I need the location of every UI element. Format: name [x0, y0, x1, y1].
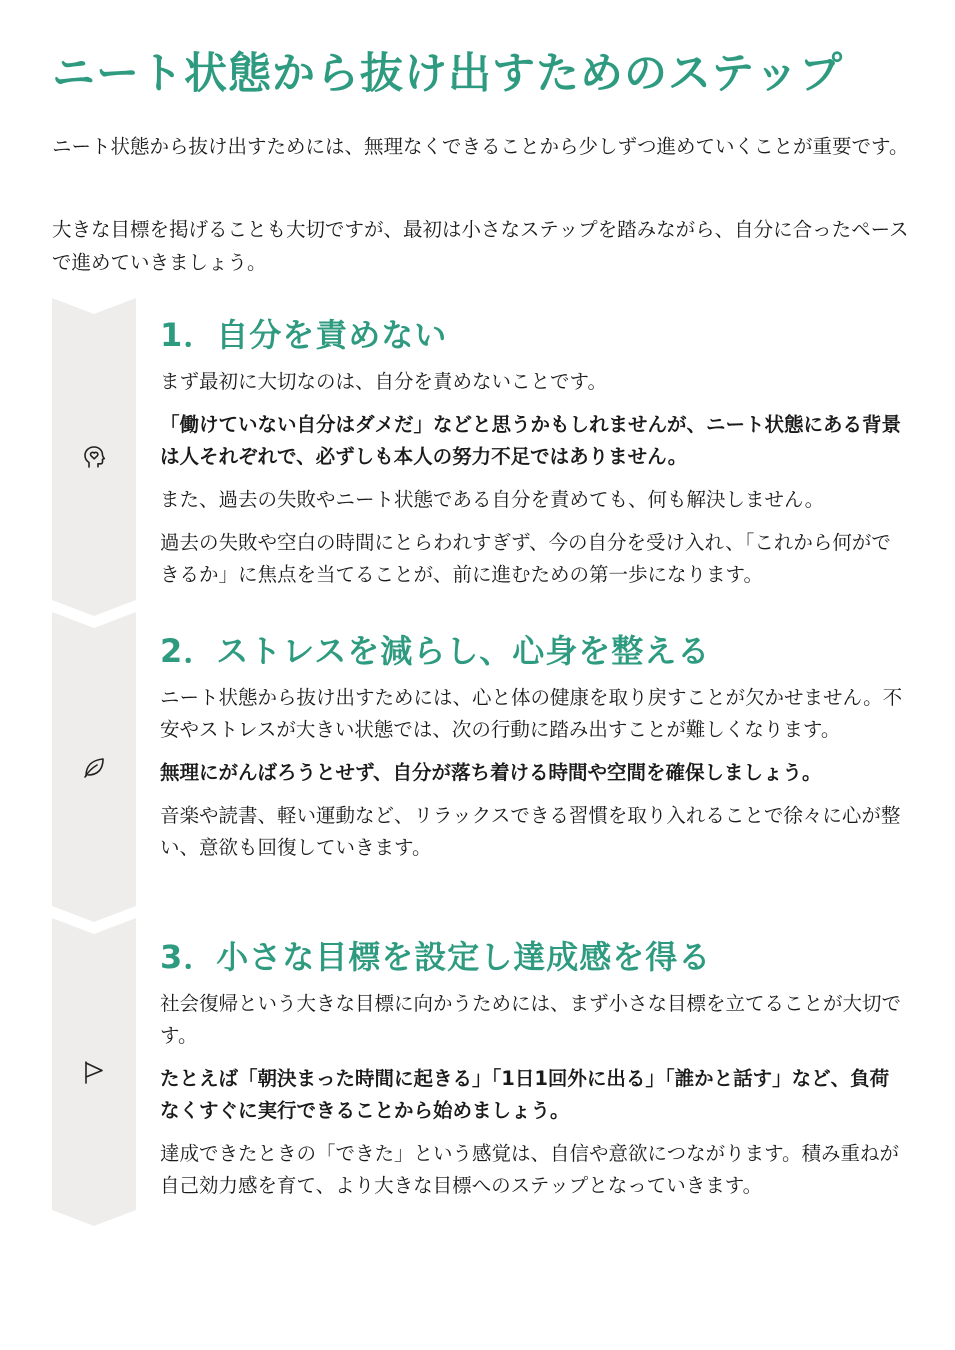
intro-paragraph: 大きな目標を掲げることも大切ですが、最初は小さなステップを踏みながら、自分に合ったペースで進めていきましょう。: [52, 218, 909, 274]
leaf-icon: [80, 753, 108, 781]
step-paragraph: 社会復帰という大きな目標に向かうためには、まず小さな目標を立てることが大切です。: [160, 992, 902, 1047]
step-paragraph: 達成できたときの「できた」という感覚は、自信や意欲につながります。積み重ねが自己効力感を育て、より大きな目標へのステップとなっていきます。: [160, 1142, 900, 1197]
step-paragraph: 音楽や読書、軽い運動など、リラックスできる習慣を取り入れることで徐々に心が整い、意欲も回復していきます。: [160, 804, 901, 859]
step-2-content: [160, 626, 905, 875]
step-1-content: [160, 310, 905, 602]
head-heart-icon: [80, 443, 108, 471]
step-title: 3．小さな目標を設定し達成感を得る: [160, 938, 712, 976]
step-paragraph: また、過去の失敗やニート状態である自分を責めても、何も解決しません。: [160, 488, 825, 511]
step-paragraph: 過去の失敗や空白の時間にとらわれすぎず、今の自分を受け入れ、「これから何ができるか」に焦点を当てることが、前に進むための第一歩になります。: [160, 531, 891, 586]
step-emphasis: 無理にがんばろうとせず、自分が落ち着ける時間や空間を確保しましょう。: [160, 761, 822, 784]
step-emphasis: 「働けていない自分はダメだ」などと思うかもしれませんが、ニート状態にある背景は人それぞれで、必ずしも本人の努力不足ではありません。: [160, 413, 902, 468]
step-emphasis: たとえば「朝決まった時間に起きる」「1日1回外に出る」「誰かと話す」など、負荷なくすぐに実行できることから始めましょう。: [160, 1067, 890, 1122]
step-paragraph: ニート状態から抜け出すためには、心と体の健康を取り戻すことが欠かせません。不安やストレスが大きい状態では、次の行動に踏み出すことが難しくなります。: [160, 686, 903, 741]
step-paragraph: まず最初に大切なのは、自分を責めないことです。: [160, 370, 607, 393]
flag-icon: [80, 1058, 108, 1086]
step-3-content: [160, 932, 905, 1213]
page-title: ニート状態から抜け出すためのステップ: [52, 49, 844, 99]
step-title: 2．ストレスを減らし、心身を整える: [160, 632, 711, 670]
step-title: 1．自分を責めない: [160, 316, 448, 354]
intro-paragraph: ニート状態から抜け出すためには、無理なくできることから少しずつ進めていくことが重要です。: [52, 135, 909, 158]
